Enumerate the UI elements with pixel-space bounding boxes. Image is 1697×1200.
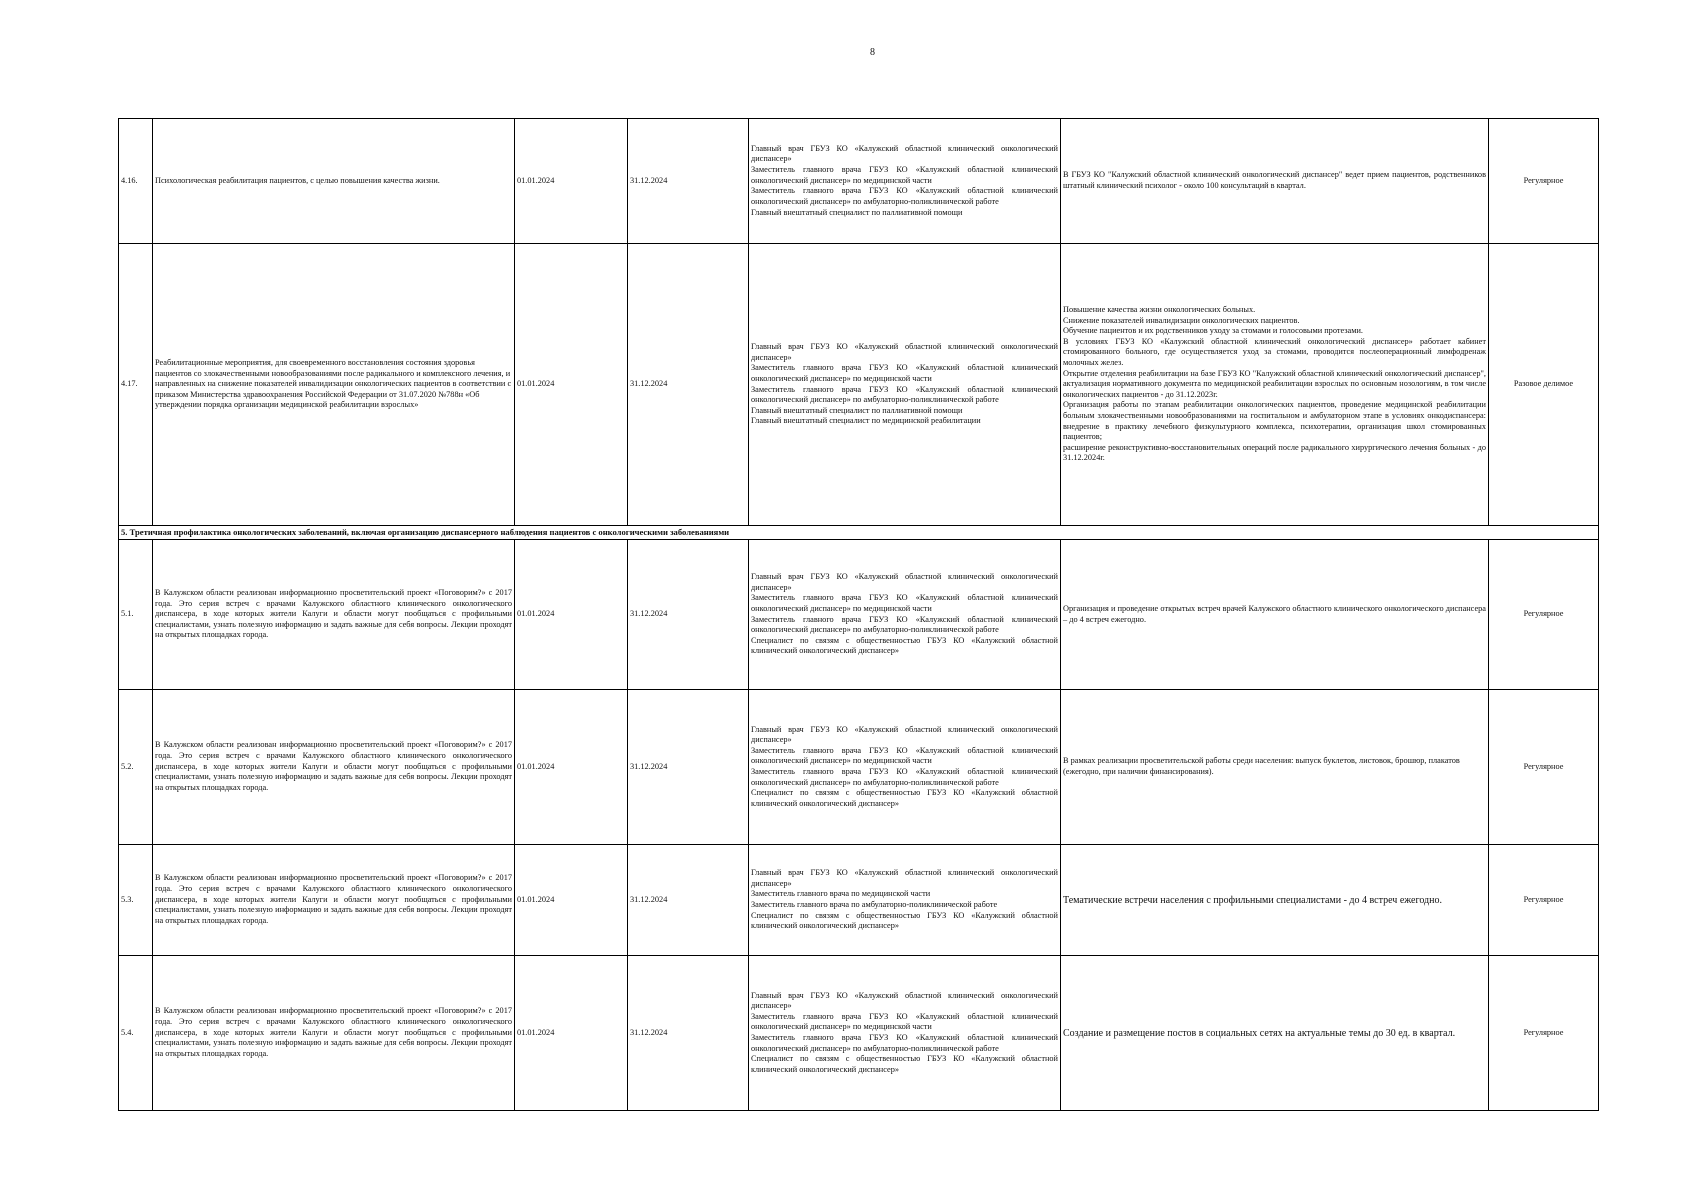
row-number: 5.2. xyxy=(119,690,153,845)
expected-result: Тематические встречи населения с профильными специалистами - до 4 встреч ежегодно. xyxy=(1061,845,1489,956)
row-number: 4.16. xyxy=(119,119,153,244)
responsible-persons: Главный врач ГБУЗ КО «Калужский областной клинический онкологический диспансер» Заместитель главного врача ГБУЗ КО «Калужский областной клинический онкологический диспансер» по медицинской части Заместитель главного врача ГБУЗ КО «Калужский областной клинический онкологический диспансер» по амбулаторно-поликлинической работе Специалист по связям с общественностью ГБУЗ КО «Калужский областной клинический онкологический диспансер» xyxy=(749,956,1061,1111)
responsible-persons: Главный врач ГБУЗ КО «Калужский областной клинический онкологический диспансер» Заместитель главного врача по медицинской части Заместитель главного врача по амбулаторно-поликлинической работе Специалист по связям с общественностью ГБУЗ КО «Калужский областной клинический онкологический диспансер» xyxy=(749,845,1061,956)
row-number: 5.3. xyxy=(119,845,153,956)
responsible-persons: Главный врач ГБУЗ КО «Калужский областной клинический онкологический диспансер» Заместитель главного врача ГБУЗ КО «Калужский областной клинический онкологический диспансер» по медицинской части Заместитель главного врача ГБУЗ КО «Калужский областной клинический онкологический диспансер» по амбулаторно-поликлинической работе Специалист по связям с общественностью ГБУЗ КО «Калужский областной клинический онкологический диспансер» xyxy=(749,690,1061,845)
end-date: 31.12.2024 xyxy=(628,540,749,690)
end-date: 31.12.2024 xyxy=(628,956,749,1111)
measure-description: Реабилитационные мероприятия, для своевременного восстановления состояния здоровья пациентов со злокачественными новообразованиями после радикального и комплексного лечения, и направленных на снижение показателей инвалидизации онкологических пациентов в соответствии с приказом Министерства здравоохранения Российской Федерации от 31.07.2020 №788н «Об утверждении порядка организации медицинской реабилитации взрослых» xyxy=(153,244,515,526)
table-row xyxy=(119,244,1599,526)
section-row xyxy=(119,526,1599,540)
measure-description: В Калужском области реализован информационно просветительский проект «Поговорим?» с 2017 года. Это серия встреч с врачами Калужского областного клинического онкологического диспансера, в ходе которых жители Калуги и области могут пообщаться с профильными специалистами, узнать полезную информацию и задать важные для себя вопросы. Лекции проходят на открытых площадках города. xyxy=(153,956,515,1111)
start-date: 01.01.2024 xyxy=(515,690,628,845)
measure-description: В Калужском области реализован информационно просветительский проект «Поговорим?» с 2017 года. Это серия встреч с врачами Калужского областного клинического онкологического диспансера, в ходе которых жители Калуги и области могут пообщаться с профильными специалистами, узнать полезную информацию и задать важные для себя вопросы. Лекции проходят на открытых площадках города. xyxy=(153,540,515,690)
responsible-persons: Главный врач ГБУЗ КО «Калужский областной клинический онкологический диспансер» Заместитель главного врача ГБУЗ КО «Калужский областной клинический онкологический диспансер» по медицинской части Заместитель главного врача ГБУЗ КО «Калужский областной клинический онкологический диспансер» по амбулаторно-поликлинической работе Главный внештатный специалист по паллиативной помощи Главный внештатный специалист по медицинской реабилитации xyxy=(749,244,1061,526)
expected-result: В ГБУЗ КО "Калужский областной клинический онкологический диспансер" ведет прием пациентов, родственников штатный клинический психолог - около 100 консультаций в квартал. xyxy=(1061,119,1489,244)
table-row xyxy=(119,119,1599,244)
start-date: 01.01.2024 xyxy=(515,845,628,956)
table-row xyxy=(119,845,1599,956)
measure-type: Регулярное xyxy=(1489,690,1599,845)
measure-description: В Калужском области реализован информационно просветительский проект «Поговорим?» с 2017 года. Это серия встреч с врачами Калужского областного клинического онкологического диспансера, в ходе которых жители Калуги и области могут пообщаться с профильными специалистами, узнать полезную информацию и задать важные для себя вопросы. Лекции проходят на открытых площадках города. xyxy=(153,845,515,956)
measure-type: Регулярное xyxy=(1489,956,1599,1111)
end-date: 31.12.2024 xyxy=(628,244,749,526)
responsible-persons: Главный врач ГБУЗ КО «Калужский областной клинический онкологический диспансер» Заместитель главного врача ГБУЗ КО «Калужский областной клинический онкологический диспансер» по медицинской части Заместитель главного врача ГБУЗ КО «Калужский областной клинический онкологический диспансер» по амбулаторно-поликлинической работе Специалист по связям с общественностью ГБУЗ КО «Калужский областной клинический онкологический диспансер» xyxy=(749,540,1061,690)
start-date: 01.01.2024 xyxy=(515,956,628,1111)
expected-result: Создание и размещение постов в социальных сетях на актуальные темы до 30 ед. в квартал. xyxy=(1061,956,1489,1111)
measure-type: Регулярное xyxy=(1489,845,1599,956)
row-number: 5.4. xyxy=(119,956,153,1111)
end-date: 31.12.2024 xyxy=(628,845,749,956)
start-date: 01.01.2024 xyxy=(515,119,628,244)
table-row xyxy=(119,956,1599,1111)
row-number: 5.1. xyxy=(119,540,153,690)
start-date: 01.01.2024 xyxy=(515,244,628,526)
page-number: 8 xyxy=(870,47,875,58)
expected-result: В рамках реализации просветительской работы среди населения: выпуск буклетов, листовок, брошюр, плакатов (ежегодно, при наличии финансирования). xyxy=(1061,690,1489,845)
measure-type: Разовое делимое xyxy=(1489,244,1599,526)
measures-table xyxy=(118,118,1599,1111)
expected-result: Организация и проведение открытых встреч врачей Калужского областного клинического онкологического диспансера – до 4 встреч ежегодно. xyxy=(1061,540,1489,690)
expected-result: Повышение качества жизни онкологических больных. Снижение показателей инвалидизации онкологических пациентов. Обучение пациентов и их родственников уходу за стомами и голосовыми протезами. В условиях ГБУЗ КО «Калужский областной клинический онкологический диспансер» работает кабинет стомированного больного, где осуществляется уход за стомами, проводится послеоперационный лимфодренаж молочных желез. Открытие отделения реабилитации на базе ГБУЗ КО "Калужский областной клинический онкологический диспансер", актуализация нормативного документа по медицинской реабилитации взрослых по основным нозологиям, в том числе онкологических пациентов - до 31.12.2023г. Организация работы по этапам реабилитации онкологических пациентов, проведение медицинской реабилитации больным злокачественными новообразованиями на госпитальном и амбулаторном этапе в условиях онкодиспансера: внедрение в практику лечебного физкультурного комплекса, психотерапии, организация школ стомированных пациентов; расширение реконструктивно-восстановительных операций после радикального хирургического лечения больных - до 31.12.2024г. xyxy=(1061,244,1489,526)
measure-type: Регулярное xyxy=(1489,119,1599,244)
end-date: 31.12.2024 xyxy=(628,119,749,244)
end-date: 31.12.2024 xyxy=(628,690,749,845)
row-number: 4.17. xyxy=(119,244,153,526)
start-date: 01.01.2024 xyxy=(515,540,628,690)
measure-description: Психологическая реабилитация пациентов, с целью повышения качества жизни. xyxy=(153,119,515,244)
table-row xyxy=(119,540,1599,690)
section-title: 5. Третичная профилактика онкологических заболеваний, включая организацию диспансерного наблюдения пациентов с онкологическими заболеваниями xyxy=(119,526,1599,540)
responsible-persons: Главный врач ГБУЗ КО «Калужский областной клинический онкологический диспансер» Заместитель главного врача ГБУЗ КО «Калужский областной клинический онкологический диспансер» по медицинской части Заместитель главного врача ГБУЗ КО «Калужский областной клинический онкологический диспансер» по амбулаторно-поликлинической работе Главный внештатный специалист по паллиативной помощи xyxy=(749,119,1061,244)
measure-description: В Калужском области реализован информационно просветительский проект «Поговорим?» с 2017 года. Это серия встреч с врачами Калужского областного клинического онкологического диспансера, в ходе которых жители Калуги и области могут пообщаться с профильными специалистами, узнать полезную информацию и задать важные для себя вопросы. Лекции проходят на открытых площадках города. xyxy=(153,690,515,845)
table-row xyxy=(119,690,1599,845)
measure-type: Регулярное xyxy=(1489,540,1599,690)
